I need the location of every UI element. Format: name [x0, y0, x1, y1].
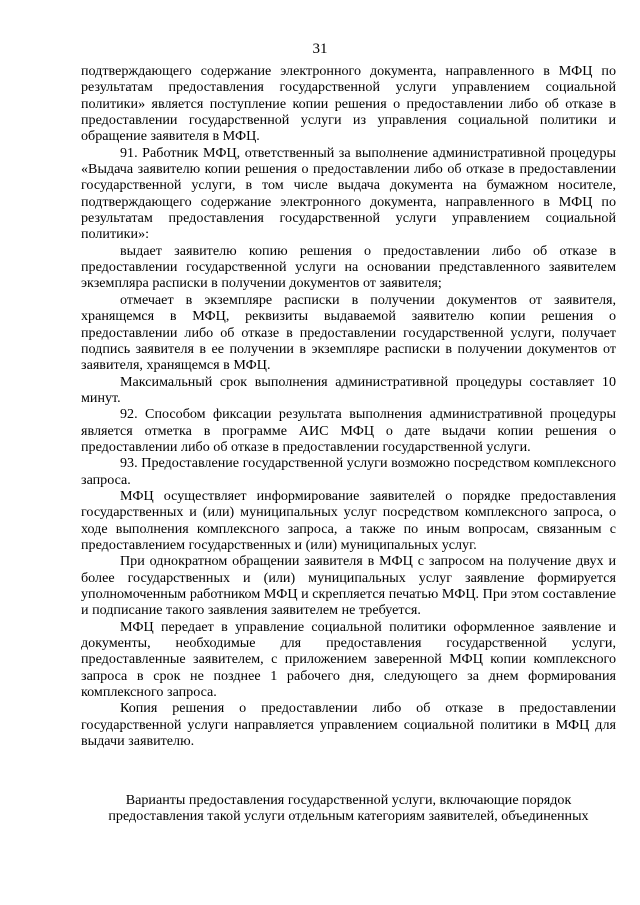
- paragraph-item-92: 92. Способом фиксации результата выполнения административной процедуры является отметка в программе АИС МФЦ о дате выдачи копии решения о предоставлении либо об отказе в предоставлении государственной услуги.: [81, 406, 616, 455]
- paragraph-single-request: При однократном обращении заявителя в МФЦ с запросом на получение двух и более государственных и (или) муниципальных услуг заявление формируется уполномоченным работником МФЦ и скрепляется печатью МФЦ. При этом составление и подписание такого заявления заявителем не требуется.: [81, 553, 616, 619]
- section-heading-line: Варианты предоставления государственной услуги, включающие порядок: [125, 792, 572, 808]
- paragraph-item-93: 93. Предоставление государственной услуги возможно посредством комплексного запроса.: [81, 455, 616, 488]
- paragraph-continuation: подтверждающего содержание электронного документа, направленного в МФЦ по результатам предоставления государственной услуги управлением социальной политики» является поступление копии решения о предоставлении либо об отказе в предоставлении государственной услуги из управления социальной политики и обращение заявителя в МФЦ.: [81, 63, 616, 145]
- body-text: [81, 63, 616, 749]
- paragraph-transfer: МФЦ передает в управление социальной политики оформленное заявление и документы, необходимые для предоставления государственной услуги, предоставленные заявителем, с приложением заверенной МФЦ копии комплексного запроса в срок не позднее 1 рабочего дня, следующего за днем формирования комплексного запроса.: [81, 618, 616, 701]
- paragraph-informing: МФЦ осуществляет информирование заявителей о порядке предоставления государственных и (или) муниципальных услуг посредством комплексного запроса, о ходе выполнения комплексного запроса, а также по иным вопросам, связанным с предоставлением государственных и (или) муниципальных услуг.: [81, 487, 616, 553]
- paragraph-max-time: Максимальный срок выполнения административной процедуры составляет 10 минут.: [81, 373, 616, 406]
- section-heading-line: предоставления такой услуги отдельным категориям заявителей, объединенных: [108, 808, 589, 825]
- paragraph-issue-copy: выдает заявителю копию решения о предоставлении либо об отказе в предоставлении государственной услуги на основании представленного заявителем экземпляра расписки в получении документов от заявителя;: [81, 242, 616, 292]
- paragraph-item-91: 91. Работник МФЦ, ответственный за выполнение административной процедуры «Выдача заявителю копии решения о предоставлении либо об отказе в предоставлении государственной услуги, в том числе выдача документа на бумажном носителе, подтверждающего содержание электронного документа, направленного в МФЦ по результатам предоставления государственной услуги управлением социальной политики»:: [81, 144, 616, 243]
- page-number: 31: [312, 41, 328, 57]
- paragraph-mark-receipt: отмечает в экземпляре расписки в получении документов от заявителя, хранящемся в МФЦ, реквизиты выдаваемой заявителю копии решения о предоставлении либо об отказе в предоставлении государственной услуги, получает подпись заявителя в ее получении в экземпляре расписки в получении документов от заявителя, хранящемся в МФЦ.: [81, 291, 616, 374]
- paragraph-decision-copy: Копия решения о предоставлении либо об отказе в предоставлении государственной услуги направляется управлением социальной политики в МФЦ для выдачи заявителю.: [81, 700, 616, 750]
- section-heading: [81, 792, 616, 825]
